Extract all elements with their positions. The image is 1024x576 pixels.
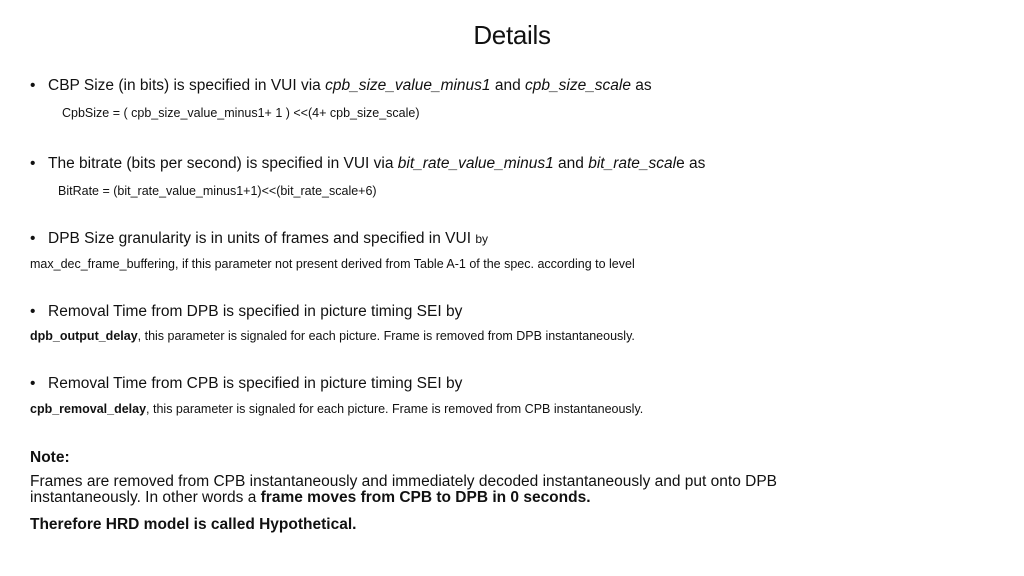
bullet-text: CBP Size (in bits) is specified in VUI via	[48, 77, 326, 94]
bullet-cpb-size	[30, 77, 652, 95]
param-cpb-size-scale: cpb_size_scale	[525, 77, 631, 94]
bullet-text-conj: and	[490, 77, 526, 94]
param-bit-rate-value: bit_rate_value_minus1	[397, 155, 554, 172]
bullet-text-conj: and	[553, 155, 589, 172]
bullet-cpb-removal	[30, 375, 462, 393]
bullet-text: DPB Size granularity is in units of frames and specified in VUI	[48, 230, 476, 247]
bullet-marker: •	[30, 230, 36, 247]
formula-cpbsize: CpbSize = ( cpb_size_value_minus1+ 1 ) <<(4+ cpb_size_scale)	[62, 106, 420, 120]
page-title: Details	[473, 20, 551, 50]
note-body	[30, 474, 850, 506]
bullet-text-end: as	[631, 77, 652, 94]
note-heading: Note:	[30, 449, 70, 466]
bullet-dpb-size	[30, 230, 488, 248]
bullet-bitrate	[30, 155, 705, 173]
detail-cpb-removal	[30, 402, 643, 416]
param-cpb-size-value: cpb_size_value_minus1	[325, 77, 491, 94]
bullet-text: Removal Time from DPB is specified in picture timing SEI by	[48, 303, 463, 320]
formula-bitrate: BitRate = (bit_rate_value_minus1+1)<<(bit_rate_scale+6)	[58, 184, 377, 198]
param-bit-rate-scale: bit_rate_scal	[588, 155, 677, 172]
param-dpb-output-delay: dpb_output_delay	[30, 329, 138, 343]
bullet-text: Removal Time from CPB is specified in picture timing SEI by	[48, 375, 463, 392]
note-conclusion: Therefore HRD model is called Hypothetical.	[30, 516, 357, 533]
bullet-text: The bitrate (bits per second) is specified in VUI via	[48, 155, 398, 172]
bullet-marker: •	[30, 375, 36, 392]
detail-dpb-removal	[30, 329, 635, 343]
detail-text: , this parameter is signaled for each picture. Frame is removed from CPB instantaneously.	[146, 402, 644, 416]
param-cpb-removal-delay: cpb_removal_delay	[30, 402, 147, 416]
bullet-text-end: e as	[676, 155, 706, 172]
note-text: Frames are removed from CPB instantaneously and immediately decoded instantaneously and put onto DPB instantaneously. In other words a	[30, 473, 777, 506]
bullet-marker: •	[30, 77, 36, 94]
detail-dpb-size: max_dec_frame_buffering, if this parameter not present derived from Table A-1 of the spec. according to level	[30, 257, 635, 271]
note-emphasis: frame moves from CPB to DPB in 0 seconds.	[260, 489, 591, 506]
bullet-dpb-removal	[30, 303, 462, 321]
bullet-text-small: by	[475, 232, 488, 246]
bullet-marker: •	[30, 303, 36, 320]
bullet-marker: •	[30, 155, 36, 172]
detail-text: , this parameter is signaled for each picture. Frame is removed from DPB instantaneously.	[137, 329, 635, 343]
